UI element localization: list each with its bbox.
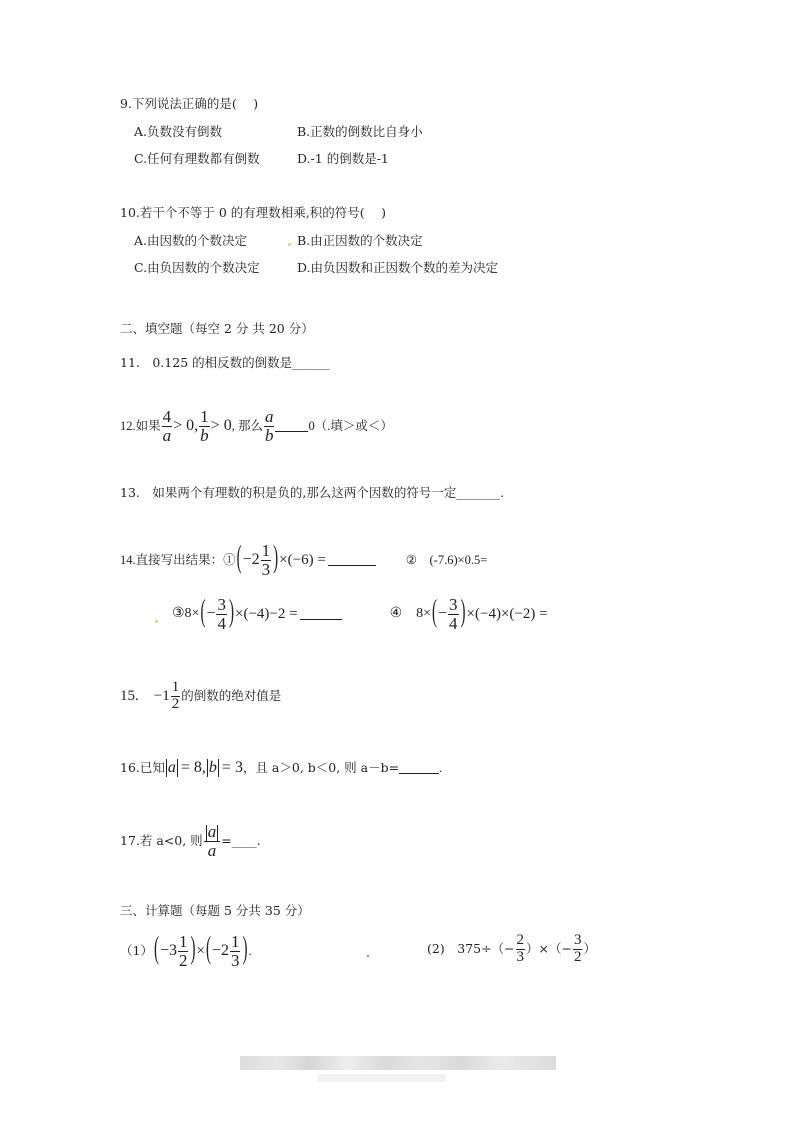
q17-line bbox=[120, 823, 261, 860]
q12-suffix: 0（.填＞或＜） bbox=[308, 419, 393, 434]
q9-option-a: A.负数没有倒数 bbox=[134, 124, 223, 139]
q10-option-c: C.由负因数的个数决定 bbox=[134, 260, 260, 275]
q11-text: 11. 0.125 的相反数的倒数是______ bbox=[120, 355, 330, 370]
q16-suffix: ，且 a＞0, b＜0, 则 a－b= bbox=[242, 759, 400, 775]
calc-2-fraction-1: $\frac{2}{3}$ bbox=[516, 932, 525, 965]
q14-p1-tail: ×(−6) = bbox=[279, 551, 326, 568]
calc-2-end: ） bbox=[583, 941, 596, 956]
q14-p3-blank bbox=[300, 609, 342, 620]
calc-1-fraction-1: $\frac{1}{2}$ bbox=[178, 932, 188, 970]
calc-2-mid: ）×（− bbox=[526, 941, 572, 956]
q15-prefix: 15. −1 bbox=[120, 687, 170, 704]
q12-answer-blank bbox=[275, 421, 308, 432]
q14-p3-head: ③8× bbox=[172, 606, 200, 622]
q12-fraction-2: $\frac{1}{b}$ bbox=[200, 407, 209, 445]
q9-option-c: C.任何有理数都有倒数 bbox=[134, 151, 260, 166]
q12-mid: , 那么 bbox=[231, 419, 263, 434]
q14-p4-tail: ×(−4)×(−2) = bbox=[466, 605, 548, 622]
q9-stem: 9.下列说法正确的是( ) bbox=[120, 96, 259, 111]
q14-line-1: 14.直接写出结果：① ( −2 $\frac{1}{3}$ ) ×(−6) = ② (-7.6)×0.5= bbox=[120, 541, 488, 579]
q15-suffix: 的倒数的绝对值是 bbox=[181, 688, 282, 703]
q12-prefix: 12.如果 bbox=[120, 419, 161, 434]
q12-fraction-3: $\frac{a}{b}$ bbox=[264, 407, 274, 445]
calc-2-fraction-2: $\frac{3}{2}$ bbox=[573, 932, 582, 965]
q10-option-a: A.由因数的个数决定 bbox=[134, 233, 248, 248]
calc-1-end: . bbox=[248, 944, 252, 959]
q17-fraction: $\frac{a}{a}$ bbox=[204, 823, 221, 860]
speck-mark-2 bbox=[155, 620, 158, 623]
q16-end: . bbox=[439, 760, 443, 775]
q14-p4-head: ④ 8× bbox=[389, 606, 432, 622]
speck-mark bbox=[288, 243, 291, 246]
q16-line: 16.已知 a = 8, b = 3 ，且 a＞0, b＜0, 则 a－b= . bbox=[120, 759, 443, 776]
q16-eq2: = 3 bbox=[221, 759, 243, 776]
q14-p1-whole: −2 bbox=[242, 551, 260, 569]
q17-prefix: 17.若 a<0, 则 bbox=[120, 833, 203, 849]
q17-suffix: =____. bbox=[221, 833, 261, 849]
calc-1-fraction-2: $\frac{1}{3}$ bbox=[230, 932, 240, 970]
calc-2-line bbox=[427, 933, 596, 966]
q12-fraction-1: $\frac{4}{a}$ bbox=[162, 407, 172, 445]
q9-option-b: B.正数的倒数比自身小 bbox=[297, 124, 423, 139]
q14-p3-fraction: $\frac{3}{4}$ bbox=[217, 595, 226, 633]
q16-prefix: 16.已知 bbox=[120, 759, 165, 775]
q12-gt-1: > 0, bbox=[173, 417, 199, 435]
q14-p4-fraction: $\frac{3}{4}$ bbox=[449, 595, 458, 633]
section-3-title: 三、计算题（每题 5 分共 35 分） bbox=[120, 903, 310, 918]
section-2-title: 二、填空题（每空 2 分 共 20 分） bbox=[120, 321, 314, 336]
q10-stem: 10.若干个不等于 0 的有理数相乘,积的符号( ) bbox=[120, 205, 386, 220]
q14-line-2: ③8× ( − $\frac{3}{4}$ ) ×(−4)−2 = ④ 8× ( − $\frac{3}{4}$ ) ×(−4)×(−2) = bbox=[172, 595, 548, 633]
calc-1-label: （1） bbox=[120, 943, 153, 959]
footer-watermark-sub bbox=[318, 1074, 446, 1082]
calc-1-times: × bbox=[196, 942, 205, 959]
q16-eq1: = 8, bbox=[180, 759, 206, 776]
q12-gt-2: > 0 bbox=[210, 417, 232, 435]
q10-option-d: D.由负因数和正因数个数的差为决定 bbox=[297, 260, 499, 275]
q10-option-b: B.由正因数的个数决定 bbox=[297, 233, 423, 248]
q15-fraction: $\frac{1}{2}$ bbox=[171, 679, 180, 712]
q14-p1-fraction: $\frac{1}{3}$ bbox=[261, 541, 271, 579]
q14-p3-tail: ×(−4)−2 = bbox=[234, 605, 298, 622]
q13-text: 13. 如果两个有理数的积是负的,那么这两个因数的符号一定_______. bbox=[120, 485, 505, 500]
footer-watermark bbox=[240, 1056, 556, 1070]
calc-1-dot: . bbox=[366, 945, 370, 960]
q12-line bbox=[120, 408, 393, 445]
calc-1-whole-1: −3 bbox=[159, 942, 177, 960]
q16-answer-blank bbox=[399, 763, 439, 774]
calc-1-whole-2: −2 bbox=[211, 942, 229, 960]
q15-line bbox=[120, 680, 281, 713]
calc-1-line: （1） ( −3 $\frac{1}{2}$ ) × ( −2 $\frac{1}{3}$ ) . bbox=[120, 932, 252, 970]
q14-p1-blank bbox=[328, 555, 376, 566]
q14-p2: ② (-7.6)×0.5= bbox=[405, 553, 488, 568]
q14-prefix: 14.直接写出结果：① bbox=[120, 553, 236, 568]
q9-option-d: D.-1 的倒数是-1 bbox=[297, 151, 389, 166]
calc-2-label: (2) 375÷（− bbox=[427, 941, 515, 956]
